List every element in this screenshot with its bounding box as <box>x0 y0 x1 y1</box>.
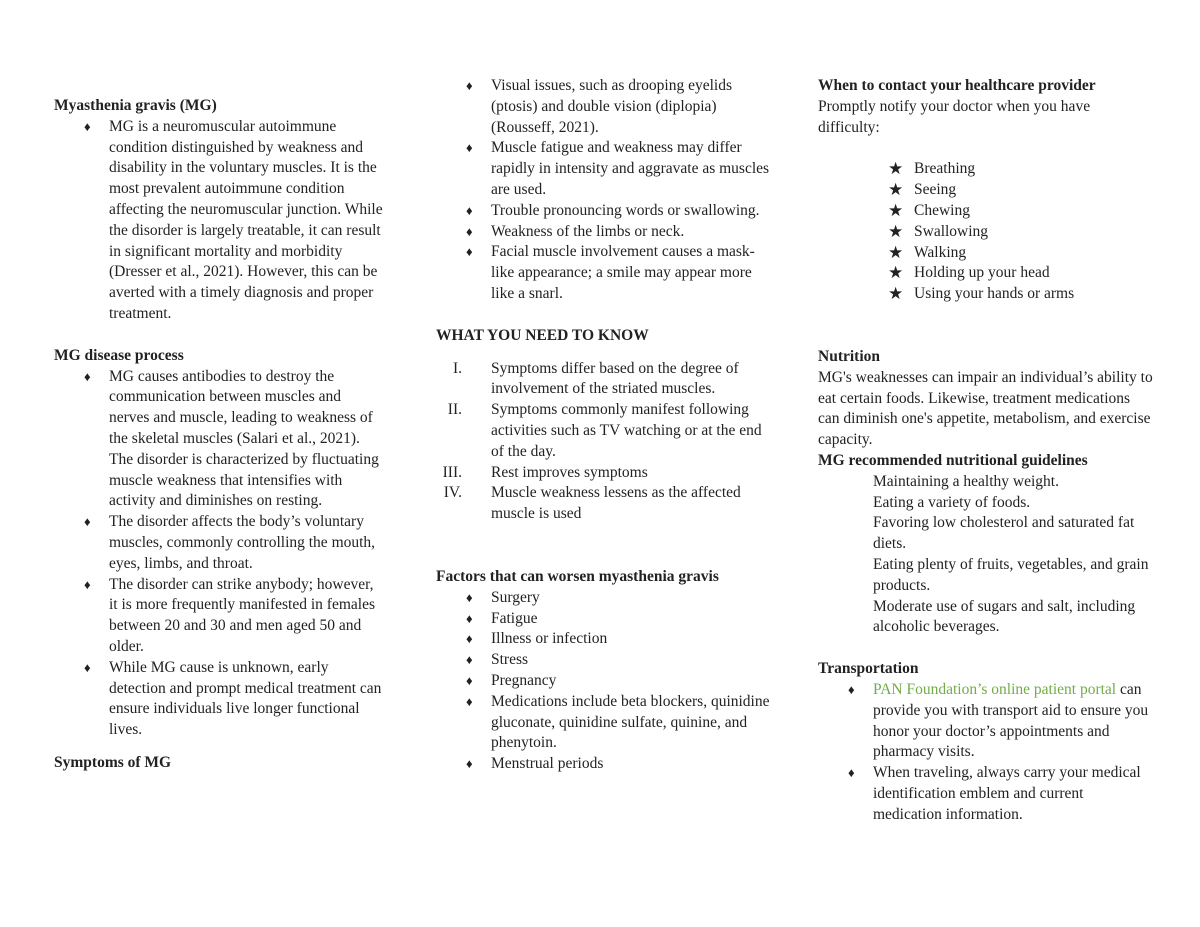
diamond-icon: ♦ <box>466 631 473 647</box>
diamond-icon: ♦ <box>466 652 473 668</box>
list-item: ♦ Fatigue <box>436 609 771 630</box>
diamond-icon: ♦ <box>84 659 91 675</box>
list-item: ★ Seeing <box>888 180 957 200</box>
list-item: ♦ While MG cause is unknown, early detection and prompt medical treatment can ensure individuals live longer functional lives. <box>84 658 382 739</box>
list-item: ♦ Medications include beta blockers, quinidine gluconate, quinidine sulfate, quinine, and phenytoin. <box>466 692 770 752</box>
star-icon: ★ <box>888 221 904 241</box>
nutrition-text: MG's weaknesses can impair an individual’s ability to eat certain foods. Likewise, treatment medications can diminish one's appetite, metabolism, and exercise capacity. <box>818 368 1153 449</box>
section-heading-factors: Factors that can worsen myasthenia gravis <box>436 567 719 585</box>
process-bullet-list <box>54 367 384 741</box>
section-heading-symptoms: Symptoms of MG <box>54 753 172 771</box>
list-item: ♦ PAN Foundation’s online patient portal can provide you with transport aid to ensure you honor your doctor’s appointments and pharmacy visits. <box>848 680 1149 761</box>
guideline-item: Moderate use of sugars and salt, including alcoholic beverages. <box>873 597 1136 636</box>
diamond-icon: ♦ <box>848 765 855 781</box>
list-item: ♦ When traveling, always carry your medical identification emblem and current medication information. <box>848 764 1141 823</box>
list-item: III. Rest improves symptoms <box>442 463 648 481</box>
star-icon: ★ <box>888 159 904 179</box>
section-heading-nutrition: Nutrition <box>818 347 880 365</box>
list-item: ★ Breathing <box>888 159 976 179</box>
section-heading-process: MG disease process <box>54 346 184 364</box>
list-item: IV. Muscle weakness lessens as the affected muscle is used <box>443 484 741 523</box>
pan-foundation-link[interactable]: PAN Foundation’s online patient portal <box>873 680 1117 698</box>
column-3 <box>818 76 1153 826</box>
diamond-icon: ♦ <box>84 118 91 134</box>
symptom-bullet-list <box>436 76 771 305</box>
star-icon: ★ <box>888 284 904 304</box>
list-item: ♦ Visual issues, such as drooping eyelids (ptosis) and double vision (diplopia) (Rousseff, 2021). <box>466 77 733 136</box>
diamond-icon: ♦ <box>84 576 91 592</box>
section-heading-mg: Myasthenia gravis (MG) <box>54 97 217 114</box>
diamond-icon: ♦ <box>466 610 473 626</box>
list-item: ★ Using your hands or arms <box>888 284 1075 304</box>
list-item: ♦ Weakness of the limbs or neck. <box>436 222 771 243</box>
list-item: ♦ Muscle fatigue and weakness may differ rapidly in intensity and aggravate as muscles are used. <box>466 139 770 198</box>
section-heading-contact: When to contact your healthcare provider <box>818 77 1096 94</box>
list-item: ★ Walking <box>888 242 967 262</box>
diamond-icon: ♦ <box>466 589 473 605</box>
diamond-icon: ♦ <box>84 514 91 530</box>
list-item: ♦ Trouble pronouncing words or swallowing. <box>436 201 771 222</box>
diamond-icon: ♦ <box>466 672 473 688</box>
list-item: ♦ Illness or infection <box>436 629 771 650</box>
guideline-item: Eating plenty of fruits, vegetables, and grain products. <box>873 555 1149 594</box>
list-item: ♦ The disorder can strike anybody; however, it is more frequently manifested in females between 20 and 30 and men aged 50 and older. <box>84 575 375 655</box>
star-icon: ★ <box>888 242 904 262</box>
section-heading-transport: Transportation <box>818 660 919 678</box>
list-item: ★ Holding up your head <box>888 263 1050 283</box>
diamond-icon: ♦ <box>848 681 855 697</box>
list-item: ♦ Pregnancy <box>436 671 771 692</box>
list-item: ♦ Surgery <box>436 588 771 609</box>
list-item: ♦ MG causes antibodies to destroy the communication between muscles and nerves and muscle, leading to weakness of the skeletal muscles (Salari et al., 2021). The disorder is characterized by fluctuating muscle weakness that intensifies with activity and diminishes on resting. <box>84 367 379 510</box>
diamond-icon: ♦ <box>466 140 473 156</box>
list-item: ★ Chewing <box>888 200 970 220</box>
list-item: ♦ MG is a neuromuscular autoimmune condition distinguished by weakness and disability in the voluntary muscles. It is the most prevalent autoimmune condition affecting the neuromuscular junction. While the disorder is largely treatable, it can result in significant mortality and morbidity (Dresser et al., 2021). However, this can be averted with a timely diagnosis and proper treatment. <box>84 117 383 322</box>
transport-bullet-list <box>818 680 1153 826</box>
guideline-item: Eating a variety of foods. <box>873 493 1031 511</box>
factor-bullet-list <box>436 588 771 775</box>
list-item: ♦ Stress <box>436 650 771 671</box>
diamond-icon: ♦ <box>466 244 473 260</box>
list-item: II. Symptoms commonly manifest following activities such as TV watching or at the end of the day. <box>447 401 762 460</box>
section-heading-know: WHAT YOU NEED TO KNOW <box>436 326 649 344</box>
diamond-icon: ♦ <box>466 693 473 709</box>
diamond-icon: ♦ <box>84 368 91 384</box>
guideline-item: Maintaining a healthy weight. <box>873 472 1059 490</box>
column-1 <box>54 96 384 774</box>
know-list <box>436 359 771 525</box>
contact-intro: Promptly notify your doctor when you have difficulty: <box>818 97 1091 136</box>
column-2 <box>436 76 771 775</box>
section-heading-guidelines: MG recommended nutritional guidelines <box>818 451 1088 469</box>
diamond-icon: ♦ <box>466 223 473 239</box>
star-icon: ★ <box>888 180 904 200</box>
guideline-item: Favoring low cholesterol and saturated fat diets. <box>873 514 1135 553</box>
diamond-icon: ♦ <box>466 202 473 218</box>
star-icon: ★ <box>888 200 904 220</box>
list-item: ★ Swallowing <box>888 221 989 241</box>
star-icon: ★ <box>888 263 904 283</box>
difficulty-list <box>818 159 1153 305</box>
diamond-icon: ♦ <box>466 78 473 93</box>
intro-bullet-list <box>54 117 384 325</box>
diamond-icon: ♦ <box>466 756 473 772</box>
list-item: ♦ Menstrual periods <box>436 754 771 775</box>
list-item: ♦ Facial muscle involvement causes a mask-like appearance; a smile may appear more like a snarl. <box>466 243 755 302</box>
list-item: ♦ The disorder affects the body’s voluntary muscles, commonly controlling the mouth, eyes, limbs, and throat. <box>84 513 376 572</box>
list-item: I. Symptoms differ based on the degree of involvement of the striated muscles. <box>452 359 739 398</box>
